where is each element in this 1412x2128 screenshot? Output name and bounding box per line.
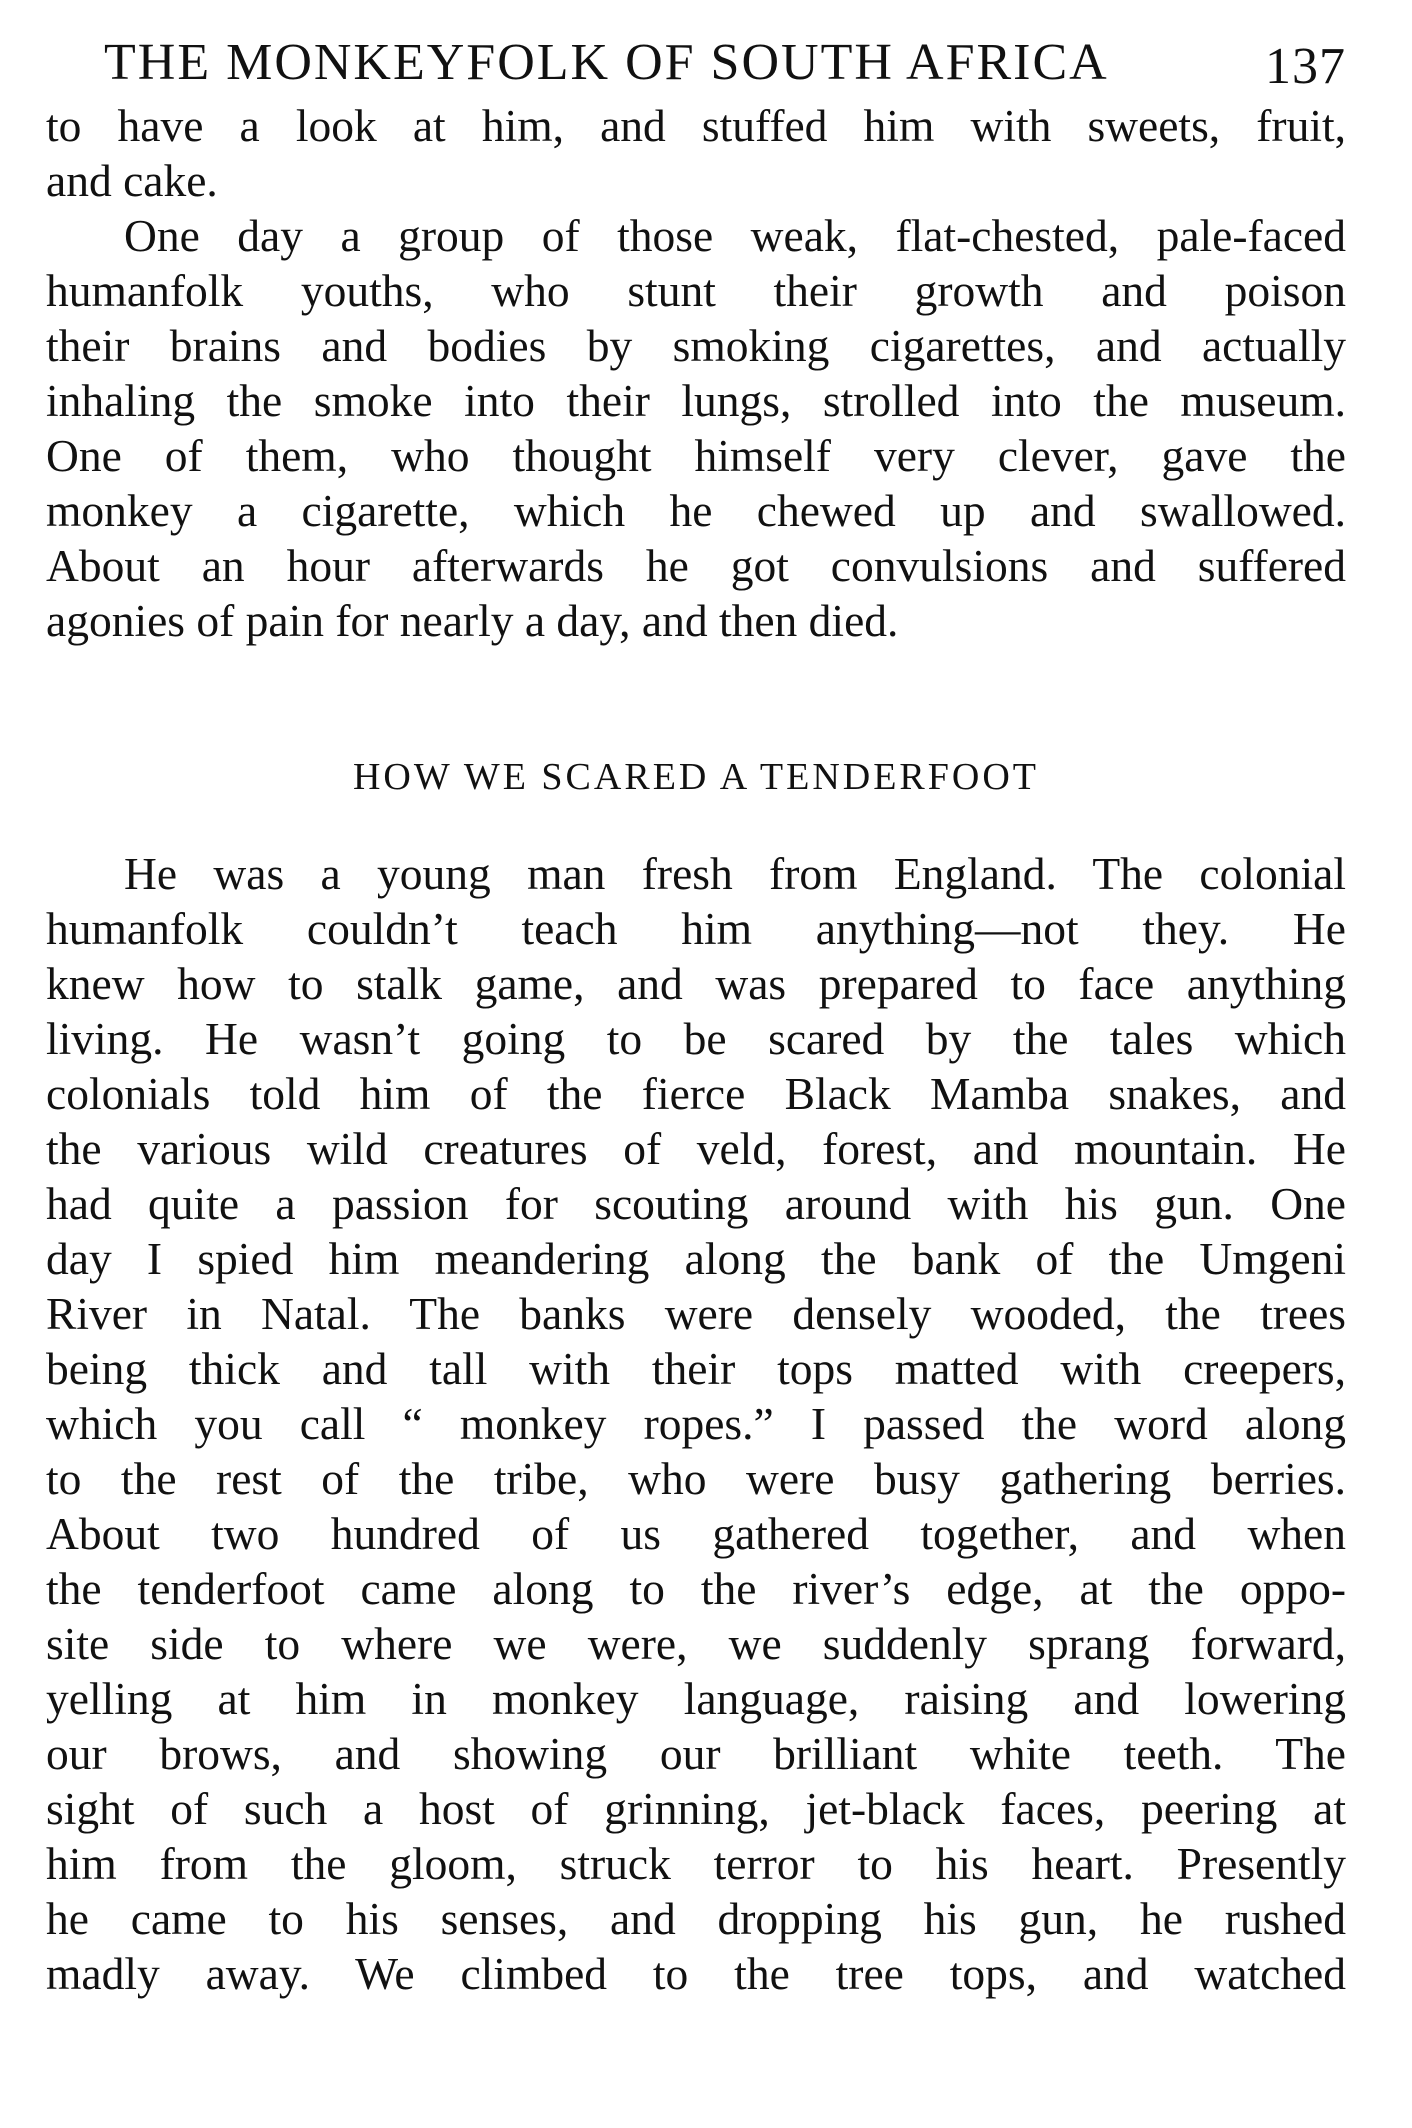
text-line: He was a young man fresh from England. The colonial [124,848,1346,899]
text-line: to have a look at him, and stuffed him with sweets, fruit, [46,100,1346,151]
text-line: him from the gloom, struck terror to his heart. Presently [46,1838,1346,1889]
text-line: and cake. [46,155,218,206]
text-line: colonials told him of the fierce Black Mamba snakes, and [46,1068,1346,1119]
text-line: living. He wasn’t going to be scared by the tales which [46,1013,1346,1064]
text-line: humanfolk youths, who stunt their growth and poison [46,265,1346,316]
text-line: had quite a passion for scouting around with his gun. One [46,1178,1346,1229]
text-line: which you call “ monkey ropes.” I passed the word along [46,1398,1346,1449]
text-line: humanfolk couldn’t teach him anything—not they. He [46,903,1346,954]
text-line: day I spied him meandering along the bank of the Umgeni [46,1233,1346,1284]
book-page [46,28,1346,2001]
text-line: yelling at him in monkey language, raising and lowering [46,1673,1346,1724]
text-line: he came to his senses, and dropping his gun, he rushed [46,1893,1346,1944]
text-line: the various wild creatures of veld, forest, and mountain. He [46,1123,1346,1174]
paragraph-continued [46,98,1346,208]
text-line: agonies of pain for nearly a day, and then died. [46,595,899,646]
text-line: madly away. We climbed to the tree tops, and watched [46,1948,1346,1999]
text-line: About an hour afterwards he got convulsions and suffered [46,540,1346,591]
section-heading: HOW WE SCARED A TENDERFOOT [352,756,1040,798]
text-line: One day a group of those weak, flat-chested, pale-faced [124,210,1346,261]
text-line: to the rest of the tribe, who were busy gathering berries. [46,1453,1346,1504]
text-line: the tenderfoot came along to the river’s edge, at the oppo- [46,1563,1346,1614]
text-line: knew how to stalk game, and was prepared to face anything [46,958,1346,1009]
text-line: our brows, and showing our brilliant white teeth. The [46,1728,1346,1779]
text-line: River in Natal. The banks were densely wooded, the trees [46,1288,1346,1339]
page-number: 137 [1265,38,1346,95]
paragraph-tenderfoot [46,846,1346,2001]
running-head [46,28,1346,98]
text-line: sight of such a host of grinning, jet-black faces, peering at [46,1783,1346,1834]
text-line: site side to where we were, we suddenly sprang forward, [46,1618,1346,1669]
running-title: THE MONKEYFOLK OF SOUTH AFRICA [104,34,1109,91]
text-line: inhaling the smoke into their lungs, strolled into the museum. [46,375,1346,426]
text-line: being thick and tall with their tops matted with creepers, [46,1343,1346,1394]
text-line: About two hundred of us gathered together, and when [46,1508,1346,1559]
text-line: monkey a cigarette, which he chewed up and swallowed. [46,485,1346,536]
paragraph-cigarette [46,208,1346,648]
text-line: One of them, who thought himself very clever, gave the [46,430,1346,481]
text-line: their brains and bodies by smoking cigarettes, and actually [46,320,1346,371]
